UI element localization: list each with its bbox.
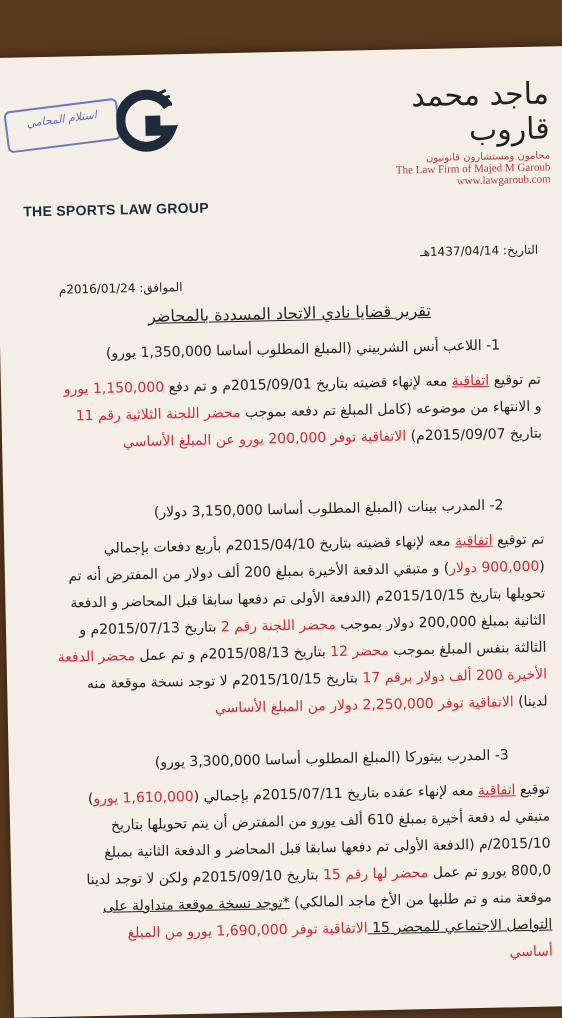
section-1 [20,337,542,459]
highlighted-text: الأخيرة 200 ألف دولار برقم 17 [362,666,548,687]
text-segment: معه لإنهاء قضيته بتاريخ 2015/09/01م و تم دفع [163,373,452,396]
text-segment: توقيع [515,781,550,799]
highlighted-text: الاتفاقية توفر 2,250,000 دولار من المبلغ الأساسي [214,694,514,717]
section-heading: 3- المدرب بيتوركا (المبلغ المطلوب أساسا 3,300,000 يورو) [154,747,509,771]
text-segment: بتاريخ 2015/09/10م ولكن لا توجد لدينا [86,867,324,889]
text-segment: بتاريخ 2015/08/13م و تم عمل [134,644,331,665]
date-hijri: التاريخ: 1437/04/14هـ [419,242,539,260]
text-segment: تحويلها بتاريخ 2015/10/15م (الدفعة الأولى تم دفعها سابقا قبل المحاضر و الدفعة [70,585,546,612]
firm-website: www.lawgaroub.com [456,173,551,188]
highlighted-text: 1,610,000 يورو [93,788,194,808]
section-body [29,777,553,977]
highlighted-text: الاتفاقية توفر 200,000 يورو عن المبلغ الأساسي [122,428,407,451]
firm-name-arabic: ماجد محمد قاروب [410,76,550,149]
date-gregorian: الموافق: 2016/01/24م [58,280,183,297]
highlighted-text: محضر اللجنة الثلاثية رقم 11 [75,404,241,425]
text-segment: موقعة منه و تم طلبها من الأخ ماجد المالكي) [289,889,552,911]
highlighted-text: 1,150,000 يورو [63,379,165,398]
text-segment: معه لإنهاء قضيته بتاريخ 2015/04/10م بأربع دفعات بإجمالي [103,533,456,557]
text-segment: و الانتهاء من موضوعه (كامل المبلغ تم دفعه بموجب [240,398,542,421]
text-segment: ( [539,558,545,575]
highlighted-text: التواصل الاجتماعي للمحضر 15 [367,916,553,937]
highlighted-text: أساسي [509,943,554,961]
highlighted-text: 900,000 دولار [449,558,540,577]
section-body [21,367,543,459]
text-segment: تم توقيع [489,371,542,389]
stamp-text: استلام المحامي [25,108,98,131]
section-heading: 1- اللاعب أنس الشربيني (المبلغ المطلوب أساسا 1,350,000 يورو) [105,337,501,362]
text-segment: 2015/10/م (الدفعة الأولى تم دفعها سابقا قبل المحاضر و الدفعة الثانية بمبلغ [104,835,551,861]
section-2 [23,497,547,727]
logo-name: THE SPORTS LAW GROUP [23,199,210,220]
section-3 [29,747,553,977]
firm-subtitle: محامون ومستشارون قانونيون [425,150,551,164]
law-firm-header [339,76,551,189]
section-heading: 2- المدرب بينات (المبلغ المطلوب أساسا 3,150,000 دولار) [153,497,504,521]
highlighted-text: محضر 12 [329,642,389,661]
text-segment: ) [87,791,94,808]
highlighted-text: محضر اللجنة رقم 2 [220,616,337,636]
highlighted-text: *توجد نسخة موقعة متداولة على [102,894,290,915]
firm-name-english: The Law Firm of Majed M Garoub [395,161,551,177]
report-title: تقرير قضايا نادي الاتحاد المسددة بالمحاضر [147,300,432,326]
highlighted-text: محضر لها رقم 15 [322,865,429,884]
text-segment: الثالثة بنفس المبلغ بموجب [388,639,547,659]
received-stamp [3,98,121,154]
text-segment: 800,0 يورو تم عمل [428,862,552,882]
text-segment: الثانية بمبلغ 200,000 دولار بموجب [335,612,547,633]
document-page [0,46,562,1018]
text-segment: تم توقيع [492,531,545,549]
sports-law-group-emblem [116,88,181,153]
text-segment: بتاريخ 2015/10/15م لا توجد نسخة موقعة منه [86,670,363,693]
section-body [24,527,548,727]
text-segment: ) و متبقي الدفعة الأخيرة بمبلغ 200 ألف دولار من المفترض أنه تم [68,560,450,585]
highlighted-text: اتفاقية [477,782,516,800]
text-segment: متبقي له دفعة أخيرة بمبلغ 610 ألف يورو من المفترض أن يتم تحويلها بتاريخ [110,808,551,834]
highlighted-text: اتفاقية [454,532,493,550]
text-segment: بتاريخ 2015/07/13م و [79,619,222,639]
highlighted-text: محضر الدفعة [57,648,136,666]
text-segment: معه لإنهاء عقده بتاريخ 2015/07/11م بإجمالي ( [193,783,479,805]
highlighted-text: الاتفاقية توفر 1,690,000 يورو من المبلغ [127,920,368,942]
text-segment: بتاريخ 2015/09/07م) [406,425,543,445]
highlighted-text: اتفاقية [451,372,490,390]
text-segment: لدينا) [513,693,548,711]
